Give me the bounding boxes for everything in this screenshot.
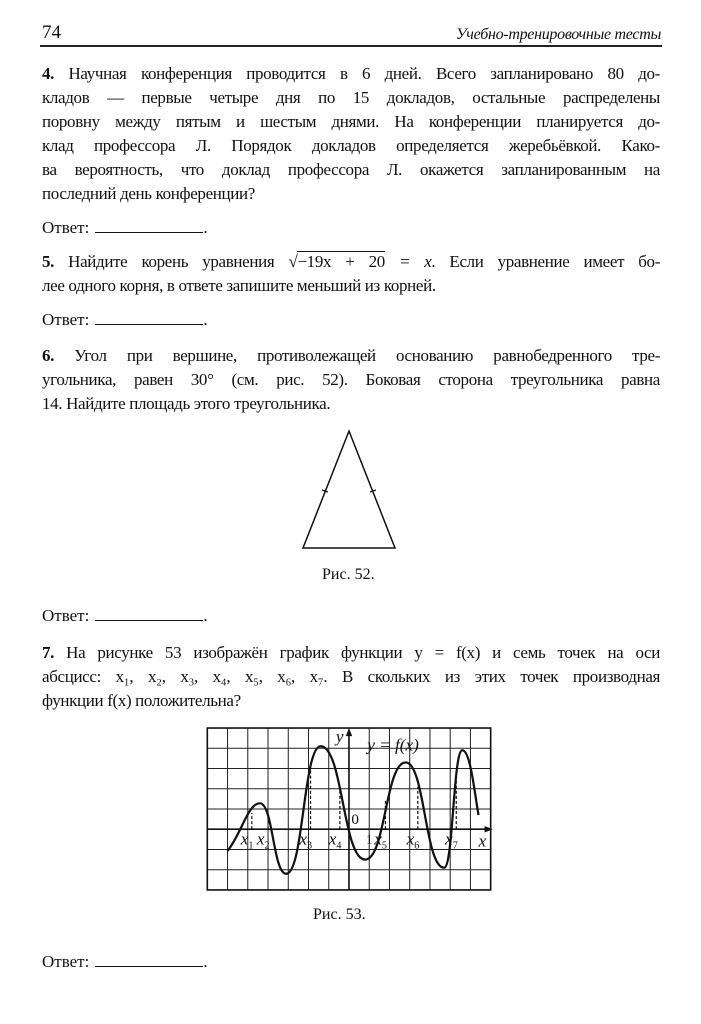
radicand: −19x + 20 xyxy=(297,252,385,271)
function-label xyxy=(365,735,419,754)
answer-blank[interactable] xyxy=(95,310,203,325)
answer-field[interactable]: Ответ: . xyxy=(42,952,208,971)
formula: √−19x + 20 = x xyxy=(288,252,432,271)
answer-field[interactable]: Ответ: . xyxy=(42,310,208,329)
text-line: кладов — первые четыре дня по 15 докладов, остальные распределены xyxy=(42,88,660,107)
y-axis-label xyxy=(334,727,344,746)
triangle-figure xyxy=(295,425,405,555)
formula-rhs: = x xyxy=(384,252,432,271)
text-line: абсцисс: x₁, x₂, x₃, x₄, x₅, x₆, x₇. В скольких из этих точек производная xyxy=(42,667,660,686)
unit-label xyxy=(366,832,372,846)
text-line: последний день конференции? xyxy=(42,184,255,203)
point-label-x5 xyxy=(373,829,387,851)
answer-blank[interactable] xyxy=(95,606,203,621)
problem-number: 4. xyxy=(42,64,55,83)
text-line: лее одного корня, в ответе запишите меньший из корней. xyxy=(42,276,436,295)
answer-label: Ответ: xyxy=(42,606,90,625)
text-line: поровну между пятым и шестым днями. На конференции планируется до- xyxy=(42,112,660,131)
y-axis-arrow-icon xyxy=(346,728,352,736)
page-number: 74 xyxy=(42,22,61,43)
text: Найдите корень уравнения xyxy=(68,252,275,271)
function-graph xyxy=(205,726,495,894)
text-line: 14. Найдите площадь этого треугольника. xyxy=(42,394,331,413)
text-line: ва вероятность, что доклад профессора Л. окажется запланированным на xyxy=(42,160,660,179)
answer-blank[interactable] xyxy=(95,218,203,233)
origin-label xyxy=(351,811,359,828)
point-label-x1 xyxy=(240,829,254,851)
text-line: Угол при вершине, противолежащей основанию равнобедренного тре- xyxy=(74,346,661,365)
text: . Если уравнение имеет бо- xyxy=(431,252,661,271)
point-label-x4 xyxy=(328,829,342,851)
problem-number: 7. xyxy=(42,643,55,662)
x-axis-label xyxy=(478,831,487,850)
answer-label: Ответ: xyxy=(42,952,90,971)
answer-field[interactable]: Ответ: . xyxy=(42,606,208,625)
answer-field[interactable]: Ответ: . xyxy=(42,218,208,237)
text-line: Научная конференция проводится в 6 дней. Всего запланировано 80 до- xyxy=(68,64,660,83)
answer-label: Ответ: xyxy=(42,218,90,237)
text-line: функции f(x) положительна? xyxy=(42,691,241,710)
header-rule xyxy=(40,45,662,47)
point-label-x3 xyxy=(298,829,312,851)
figure-caption: Рис. 53. xyxy=(313,906,366,923)
point-label-x7 xyxy=(444,829,458,851)
point-label-x6 xyxy=(406,829,420,851)
answer-label: Ответ: xyxy=(42,310,90,329)
figure-caption: Рис. 52. xyxy=(322,566,375,583)
problem-number: 6. xyxy=(42,346,55,365)
problem-number: 5. xyxy=(42,252,55,271)
text-line: На рисунке 53 изображён график функции y = f(x) и семь точек на оси xyxy=(66,643,660,662)
running-title: Учебно-тренировочные тесты xyxy=(455,26,661,43)
text-line: угольника, равен 30° (см. рис. 52). Боковая сторона треугольника равна xyxy=(42,370,660,389)
text-line: клад профессора Л. Порядок докладов определяется жеребьёвкой. Како- xyxy=(42,136,660,155)
answer-blank[interactable] xyxy=(95,952,203,967)
